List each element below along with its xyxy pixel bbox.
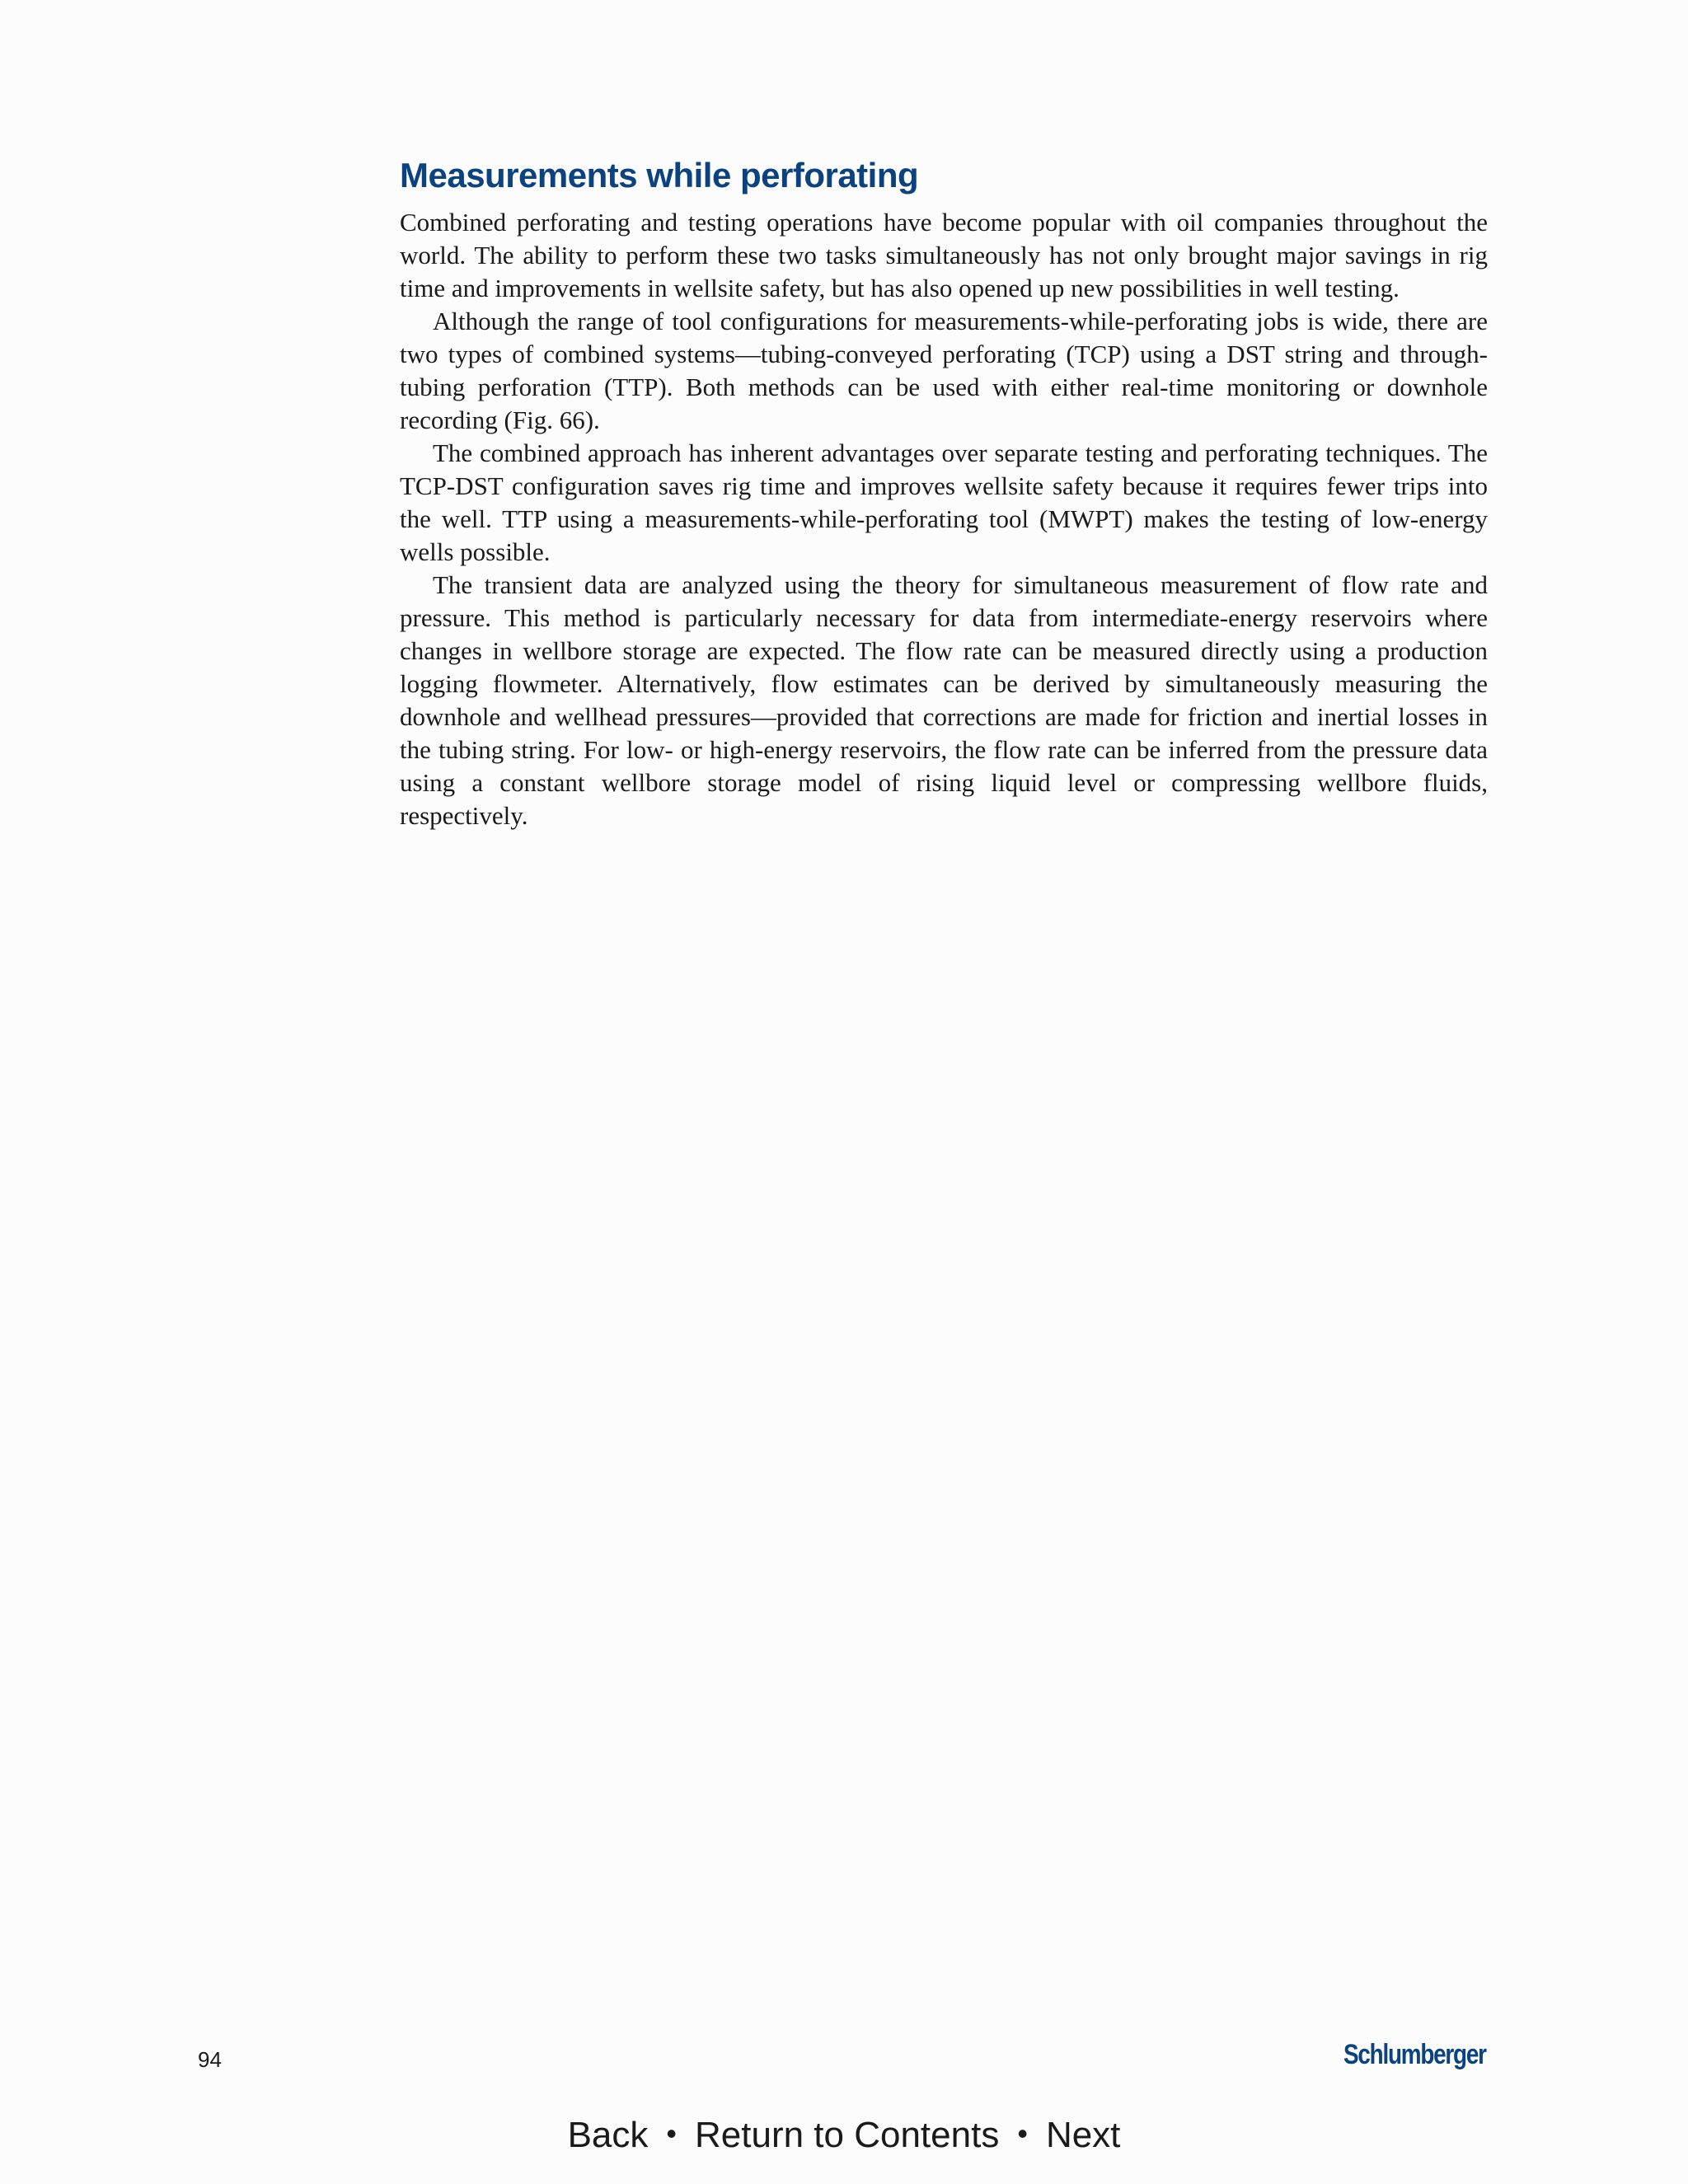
paragraph-2: Although the range of tool configurations for measurements-while-perforating jobs is wide, there are two types of combined systems—tubing-conveyed perforating (TCP) using a DST string and through-tubing perforation (TTP). Both methods can be used with either real-time monitoring or downhole recording (Fig. 66). [400,307,1488,435]
return-to-contents-link[interactable]: Return to Contents [695,2115,1000,2155]
paragraph-4: The transient data are analyzed using the theory for simultaneous measurement of flow rate and pressure. This method is particularly necessary for data from intermediate-energy reservoirs where changes in wellbore storage are expected. The flow rate can be measured directly using a production logging flowmeter. Alternatively, flow estimates can be derived by simultaneously measuring the downhole and wellhead pressures—provided that corrections are made for friction and inertial losses in the tubing string. For low- or high-energy reservoirs, the flow rate can be inferred from the pressure data using a constant wellbore storage model of rising liquid level or compressing wellbore fluids, respectively. [400,570,1488,831]
schlumberger-logo: Schlumberger [1343,2039,1486,2070]
section-heading: Measurements while perforating [400,156,919,194]
nav-separator: • [666,2116,677,2150]
paragraph-3: The combined approach has inherent advantages over separate testing and perforating techniques. The TCP-DST configuration saves rig time and improves wellsite safety because it requires fewer trips into the well. TTP using a measurements-while-perforating tool (MWPT) makes the testing of low-energy wells possible. [400,438,1488,567]
nav-separator: • [1017,2116,1028,2150]
article-body [400,157,1488,832]
paragraph-1: Combined perforating and testing operations have become popular with oil companies throughout the world. The ability to perform these two tasks simultaneously has not only brought major savings in rig time and improvements in wellsite safety, but has also opened up new possibilities in well testing. [400,208,1488,303]
next-link[interactable]: Next [1045,2115,1121,2155]
navigation-bar [0,2115,1688,2156]
page-number: 94 [198,2047,222,2072]
back-link[interactable]: Back [567,2115,649,2155]
